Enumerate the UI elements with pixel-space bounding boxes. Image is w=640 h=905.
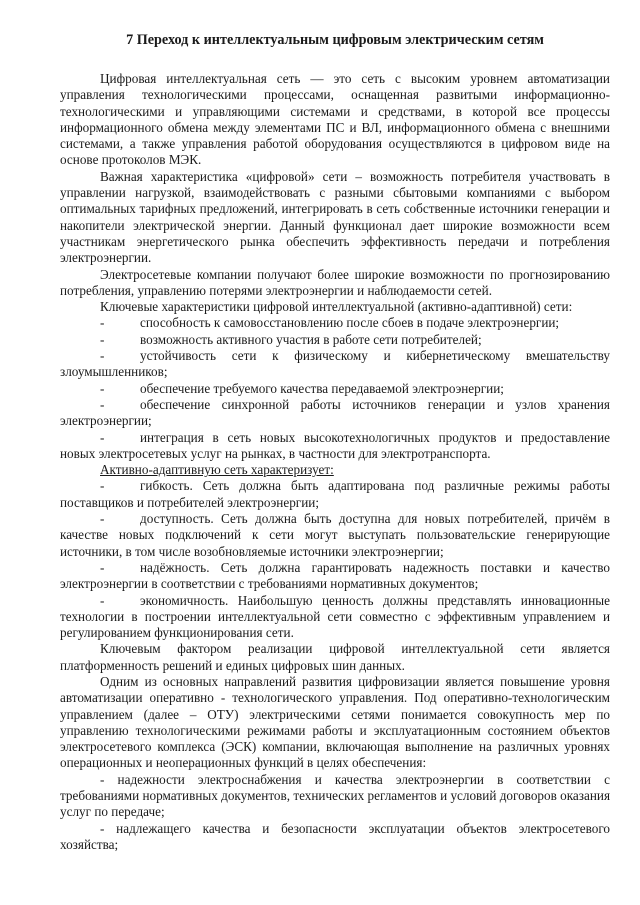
list-dash: - [100, 396, 105, 412]
underlined-heading: Активно-адаптивную сеть характеризует: [100, 462, 334, 478]
paragraph-characteristic: Важная характеристика «цифровой» сети – возможность потребителя участвовать в управлении нагрузкой, взаимодействовать с разными сбытовыми компаниями с выбором оптимальных тарифных предложений, интегрировать в сеть собственные источники генерации и накопители электрической энергии. Данный функционал дает широкие возможности всем участникам энергетического рынка обеспечить эффективность передачи и потребления электроэнергии. [60, 168, 610, 266]
list-item [60, 478, 610, 511]
list-item-text: гибкость. Сеть должна быть адаптирована под различные режимы работы поставщиков и потребителей электроэнергии; [60, 478, 610, 510]
list-item-text: доступность. Сеть должна быть доступна для новых потребителей, причём в качестве новых подключений к сети могут выступать пользовательские генерирующие источники, в том числе возобновляемые источники электроэнергии; [60, 511, 610, 559]
list-item [60, 560, 610, 593]
paragraph-opportunities: Электросетевые компании получают более широкие возможности по прогнозированию потребления, управлению потерями электроэнергии и наблюдаемости сетей. [60, 266, 610, 298]
list-dash: - [100, 331, 105, 347]
list-dash: - [100, 348, 105, 364]
paragraph-adaptive-heading [60, 462, 610, 478]
document-page [60, 31, 610, 853]
list-item: - надлежащего качества и безопасности эксплуатации объектов электросетевого хозяйства; [60, 820, 610, 852]
list-dash: - [100, 478, 105, 494]
list-item [60, 511, 610, 560]
paragraph-key-factor: Ключевым фактором реализации цифровой интеллектуальной сети является платформенность решений и единых цифровых шин данных. [60, 641, 610, 673]
list-item [60, 332, 610, 348]
paragraph-otu: Одним из основных направлений развития цифровизации является повышение уровня автоматизации оперативно - технологического управления. Под оперативно-технологическим управлением (далее – ОТУ) электрическими сетями понимается совокупность мер по управлению технологическими режимами работы и эксплуатационным состоянием объектов электросетевого комплекса (ЭСК) компании, включающая выполнение на различных уровнях операционных и неоперационных функций в целях обеспечения: [60, 673, 610, 771]
paragraph-definition: Цифровая интеллектуальная сеть — это сеть с высоким уровнем автоматизации управления технологическими процессами, оснащенная развитыми информационно-технологическими и управляющими системами и средствами, в которой все процессы информационного обмена между элементами ПС и ВЛ, информационного обмена с внешними системами, а также управления работой оборудования осуществляются в цифровом виде на основе протоколов МЭК. [60, 71, 610, 168]
adaptive-network-list [60, 478, 610, 641]
paragraph-key-characteristics: Ключевые характеристики цифровой интеллектуальной (активно-адаптивной) сети: [100, 299, 573, 315]
list-item-text: способность к самовосстановлению после сбоев в подаче электроэнергии; [140, 315, 560, 331]
list-dash: - [100, 559, 105, 575]
list-item [60, 348, 610, 381]
list-item [60, 397, 610, 430]
section-title: 7 Переход к интеллектуальным цифровым электрическим сетям [126, 32, 544, 48]
list-item-text: обеспечение требуемого качества передаваемой электроэнергии; [140, 380, 504, 396]
list-item-text: возможность активного участия в работе сети потребителей; [140, 331, 482, 347]
list-dash: - [100, 511, 105, 527]
list-item [60, 315, 610, 331]
otu-goals-list [60, 772, 610, 853]
list-dash: - [100, 315, 105, 331]
list-item [60, 430, 610, 463]
list-item-text: интеграция в сеть новых высокотехнологичных продуктов и предоставление новых электросетевых услуг на рынках, в частности для электротранспорта. [60, 429, 610, 461]
list-dash: - [100, 380, 105, 396]
list-dash: - [100, 592, 105, 608]
list-item-text: устойчивость сети к физическому и кибернетическому вмешательству злоумышленников; [60, 348, 610, 380]
list-dash: - [100, 429, 105, 445]
list-item [60, 381, 610, 397]
list-item-text: экономичность. Наибольшую ценность должны представлять инновационные технологии в построении интеллектуальной сети совместно с эффективным управлением и регулированием функционирования сети. [60, 592, 610, 641]
list-item [60, 593, 610, 642]
list-item-text: надёжность. Сеть должна гарантировать надежность поставки и качество электроэнергии в соответствии с требованиями нормативных документов; [60, 559, 610, 592]
list-item-text: обеспечение синхронной работы источников генерации и узлов хранения электроэнергии; [60, 396, 610, 429]
list-item: - надежности электроснабжения и качества электроэнергии в соответствии с требованиями нормативных документов, технических регламентов и условий договоров оказания услуг по передаче; [60, 771, 611, 820]
key-characteristics-list [60, 315, 610, 462]
